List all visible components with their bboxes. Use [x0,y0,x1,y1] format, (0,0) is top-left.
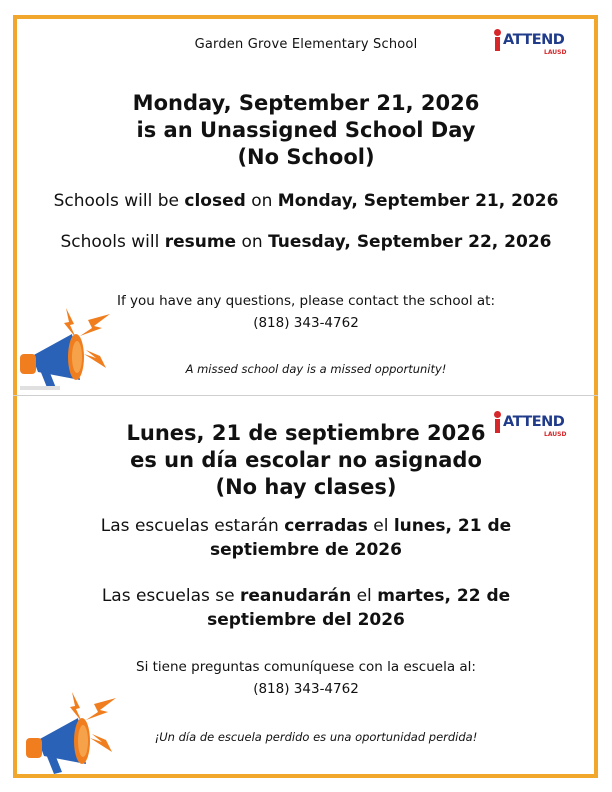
school-name: Garden Grove Elementary School [194,37,418,52]
spanish-headline-line1: Lunes, 21 de septiembre 2026 [126,421,486,445]
resume-date: Tuesday, September 22, 2026 [268,232,552,252]
closed-mid-text: on [245,191,278,211]
spanish-closed-line [0,514,612,562]
megaphone-icon [14,306,124,396]
iattend-logo [494,29,574,57]
english-phone: (818) 343-4762 [253,315,359,331]
english-headline-line1: Monday, September 21, 2026 [132,91,480,115]
resume-pre-text: Schools will [60,232,165,252]
english-contact-text: If you have any questions, please contact the school at: [116,293,496,309]
spanish-tagline: ¡Un día de escuela perdido es una oportunidad perdida! [154,730,478,744]
spanish-resume-line [0,584,612,632]
closed-mid-text: el [367,516,394,536]
closed-date: lunes, 21 de septiembre de 2026 [210,516,512,560]
resume-mid-text: el [351,586,378,606]
resume-date: martes, 22 de septiembre del 2026 [207,586,511,630]
english-closed-line [0,189,612,213]
i-mark-icon [494,29,502,51]
spanish-headline [0,420,612,501]
logo-brand: ATTEND [503,414,565,430]
closed-date: Monday, September 21, 2026 [277,191,559,211]
logo-sub: LAUSD [544,431,567,438]
english-resume-line [0,230,612,254]
logo-brand: ATTEND [503,32,565,48]
megaphone-icon [20,690,130,780]
english-tagline: A missed school day is a missed opportunity! [185,362,447,376]
spanish-headline-line3: (No hay clases) [215,475,397,499]
spanish-headline-line2: es un día escolar no asignado [130,448,482,472]
resume-mid-text: on [236,232,269,252]
closed-keyword: closed [184,191,246,211]
closed-pre-text: Las escuelas estarán [100,516,285,536]
logo-sub: LAUSD [544,49,567,56]
english-headline-line3: (No School) [237,145,375,169]
closed-keyword: cerradas [284,516,368,536]
resume-keyword: reanudarán [239,586,352,606]
spanish-contact-text: Si tiene preguntas comuníquese con la escuela al: [136,659,476,675]
resume-pre-text: Las escuelas se [101,586,240,606]
english-headline [0,90,612,171]
spanish-phone: (818) 343-4762 [253,681,359,697]
resume-keyword: resume [164,232,237,252]
closed-pre-text: Schools will be [53,191,185,211]
english-headline-line2: is an Unassigned School Day [136,118,476,142]
